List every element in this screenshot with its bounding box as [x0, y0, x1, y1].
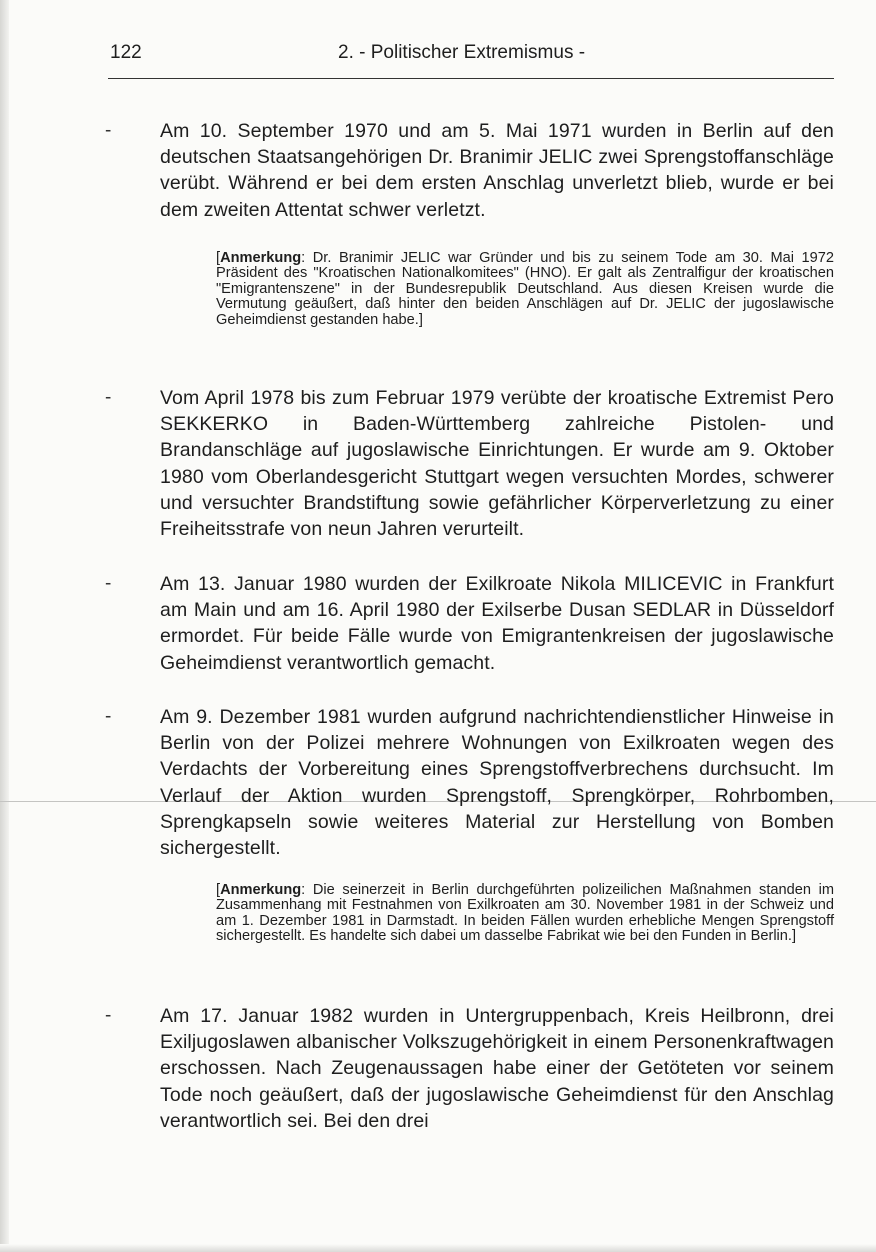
- header-rule: [108, 78, 834, 79]
- list-item: [105, 118, 834, 223]
- bullet-dash: -: [105, 387, 112, 408]
- annotation-note: [216, 883, 834, 945]
- list-item: [105, 1003, 834, 1134]
- bullet-dash: -: [105, 573, 112, 594]
- page-header: [0, 42, 876, 72]
- page-number: 122: [110, 42, 142, 63]
- list-item: [105, 704, 834, 861]
- paragraph: Am 10. September 1970 und am 5. Mai 1971 wurden in Berlin auf den deutschen Staatsangehörigen Dr. Branimir JELIC zwei Sprengstoffanschläge verübt. Während er bei dem ersten Anschlag unverletzt blieb, wurde er bei dem zweiten Attentat schwer verletzt.: [160, 120, 834, 221]
- list-item: [105, 571, 834, 676]
- list-item: [105, 385, 834, 542]
- note-colon: :: [301, 882, 306, 898]
- annotation-note: [216, 251, 834, 328]
- bullet-dash: -: [105, 1005, 112, 1026]
- running-title: 2. - Politischer Extremismus -: [338, 42, 586, 63]
- bullet-dash: -: [105, 120, 112, 141]
- bullet-dash: -: [105, 706, 112, 727]
- paragraph: Am 9. Dezember 1981 wurden aufgrund nachrichtendienstlicher Hinweise in Berlin von der Polizei mehrere Wohnungen von Exilkroaten wegen des Verdachts der Vorbereitung eines Sprengstoffverbrechens durchsucht. Im Verlauf der Aktion wurden Sprengstoff, Sprengkörper, Rohrbomben, Sprengkapseln sowie weiteres Material zur Herstellung von Bomben sichergestellt.: [160, 706, 834, 860]
- note-label: Anmerkung: [220, 882, 302, 898]
- note-bracket: [: [216, 250, 221, 266]
- page-bottom-shadow: [0, 1244, 876, 1252]
- page-edge-shadow: [0, 0, 9, 1252]
- note-bracket: [: [216, 882, 221, 898]
- note-colon: :: [301, 250, 306, 266]
- note-label: Anmerkung: [220, 250, 302, 266]
- paragraph: Am 13. Januar 1980 wurden der Exilkroate Nikola MILICEVIC in Frankfurt am Main und am 16. April 1980 der Exilserbe Dusan SEDLAR in Düsseldorf ermordet. Für beide Fälle wurde von Emigrantenkreisen der jugoslawische Geheimdienst verantwortlich gemacht.: [160, 573, 834, 674]
- paragraph: Vom April 1978 bis zum Februar 1979 verübte der kroatische Extremist Pero SEKKERKO in Baden-Württemberg zahlreiche Pistolen- und Brandanschläge auf jugoslawische Einrichtungen. Er wurde am 9. Oktober 1980 vom Oberlandesgericht Stuttgart wegen versuchten Mordes, schwerer und versuchter Brandstiftung sowie gefährlicher Körperverletzung zu einer Freiheitsstrafe von neun Jahren verurteilt.: [160, 387, 834, 541]
- note-text: Dr. Branimir JELIC war Gründer und bis zu seinem Tode am 30. Mai 1972 Präsident des "Kroatischen Nationalkomitees" (HNO). Er galt als Zentralfigur der kroatischen "Emigrantenszene" in der Bundesrepublik Deutschland. Aus diesen Kreisen wurde die Vermutung geäußert, daß hinter den beiden Anschlägen auf Dr. JELIC der jugoslawische Geheimdienst gestanden habe.]: [216, 250, 834, 328]
- note-text: Die seinerzeit in Berlin durchgeführten polizeilichen Maßnahmen standen im Zusammenhang mit Festnahmen von Exilkroaten am 30. November 1981 in der Schweiz und am 1. Dezember 1981 in Darmstadt. In beiden Fällen wurden erhebliche Mengen Sprengstoff sichergestellt. Es handelte sich dabei um dasselbe Fabrikat wie bei den Funden in Berlin.]: [216, 882, 834, 945]
- paragraph: Am 17. Januar 1982 wurden in Untergruppenbach, Kreis Heilbronn, drei Exiljugoslawen albanischer Volkszugehörigkeit in einem Personenkraftwagen erschossen. Nach Zeugenaussagen habe einer der Getöteten vor seinem Tode noch geäußert, daß der jugoslawische Geheimdienst für den Anschlag verantwortlich sei. Bei den drei: [160, 1005, 834, 1132]
